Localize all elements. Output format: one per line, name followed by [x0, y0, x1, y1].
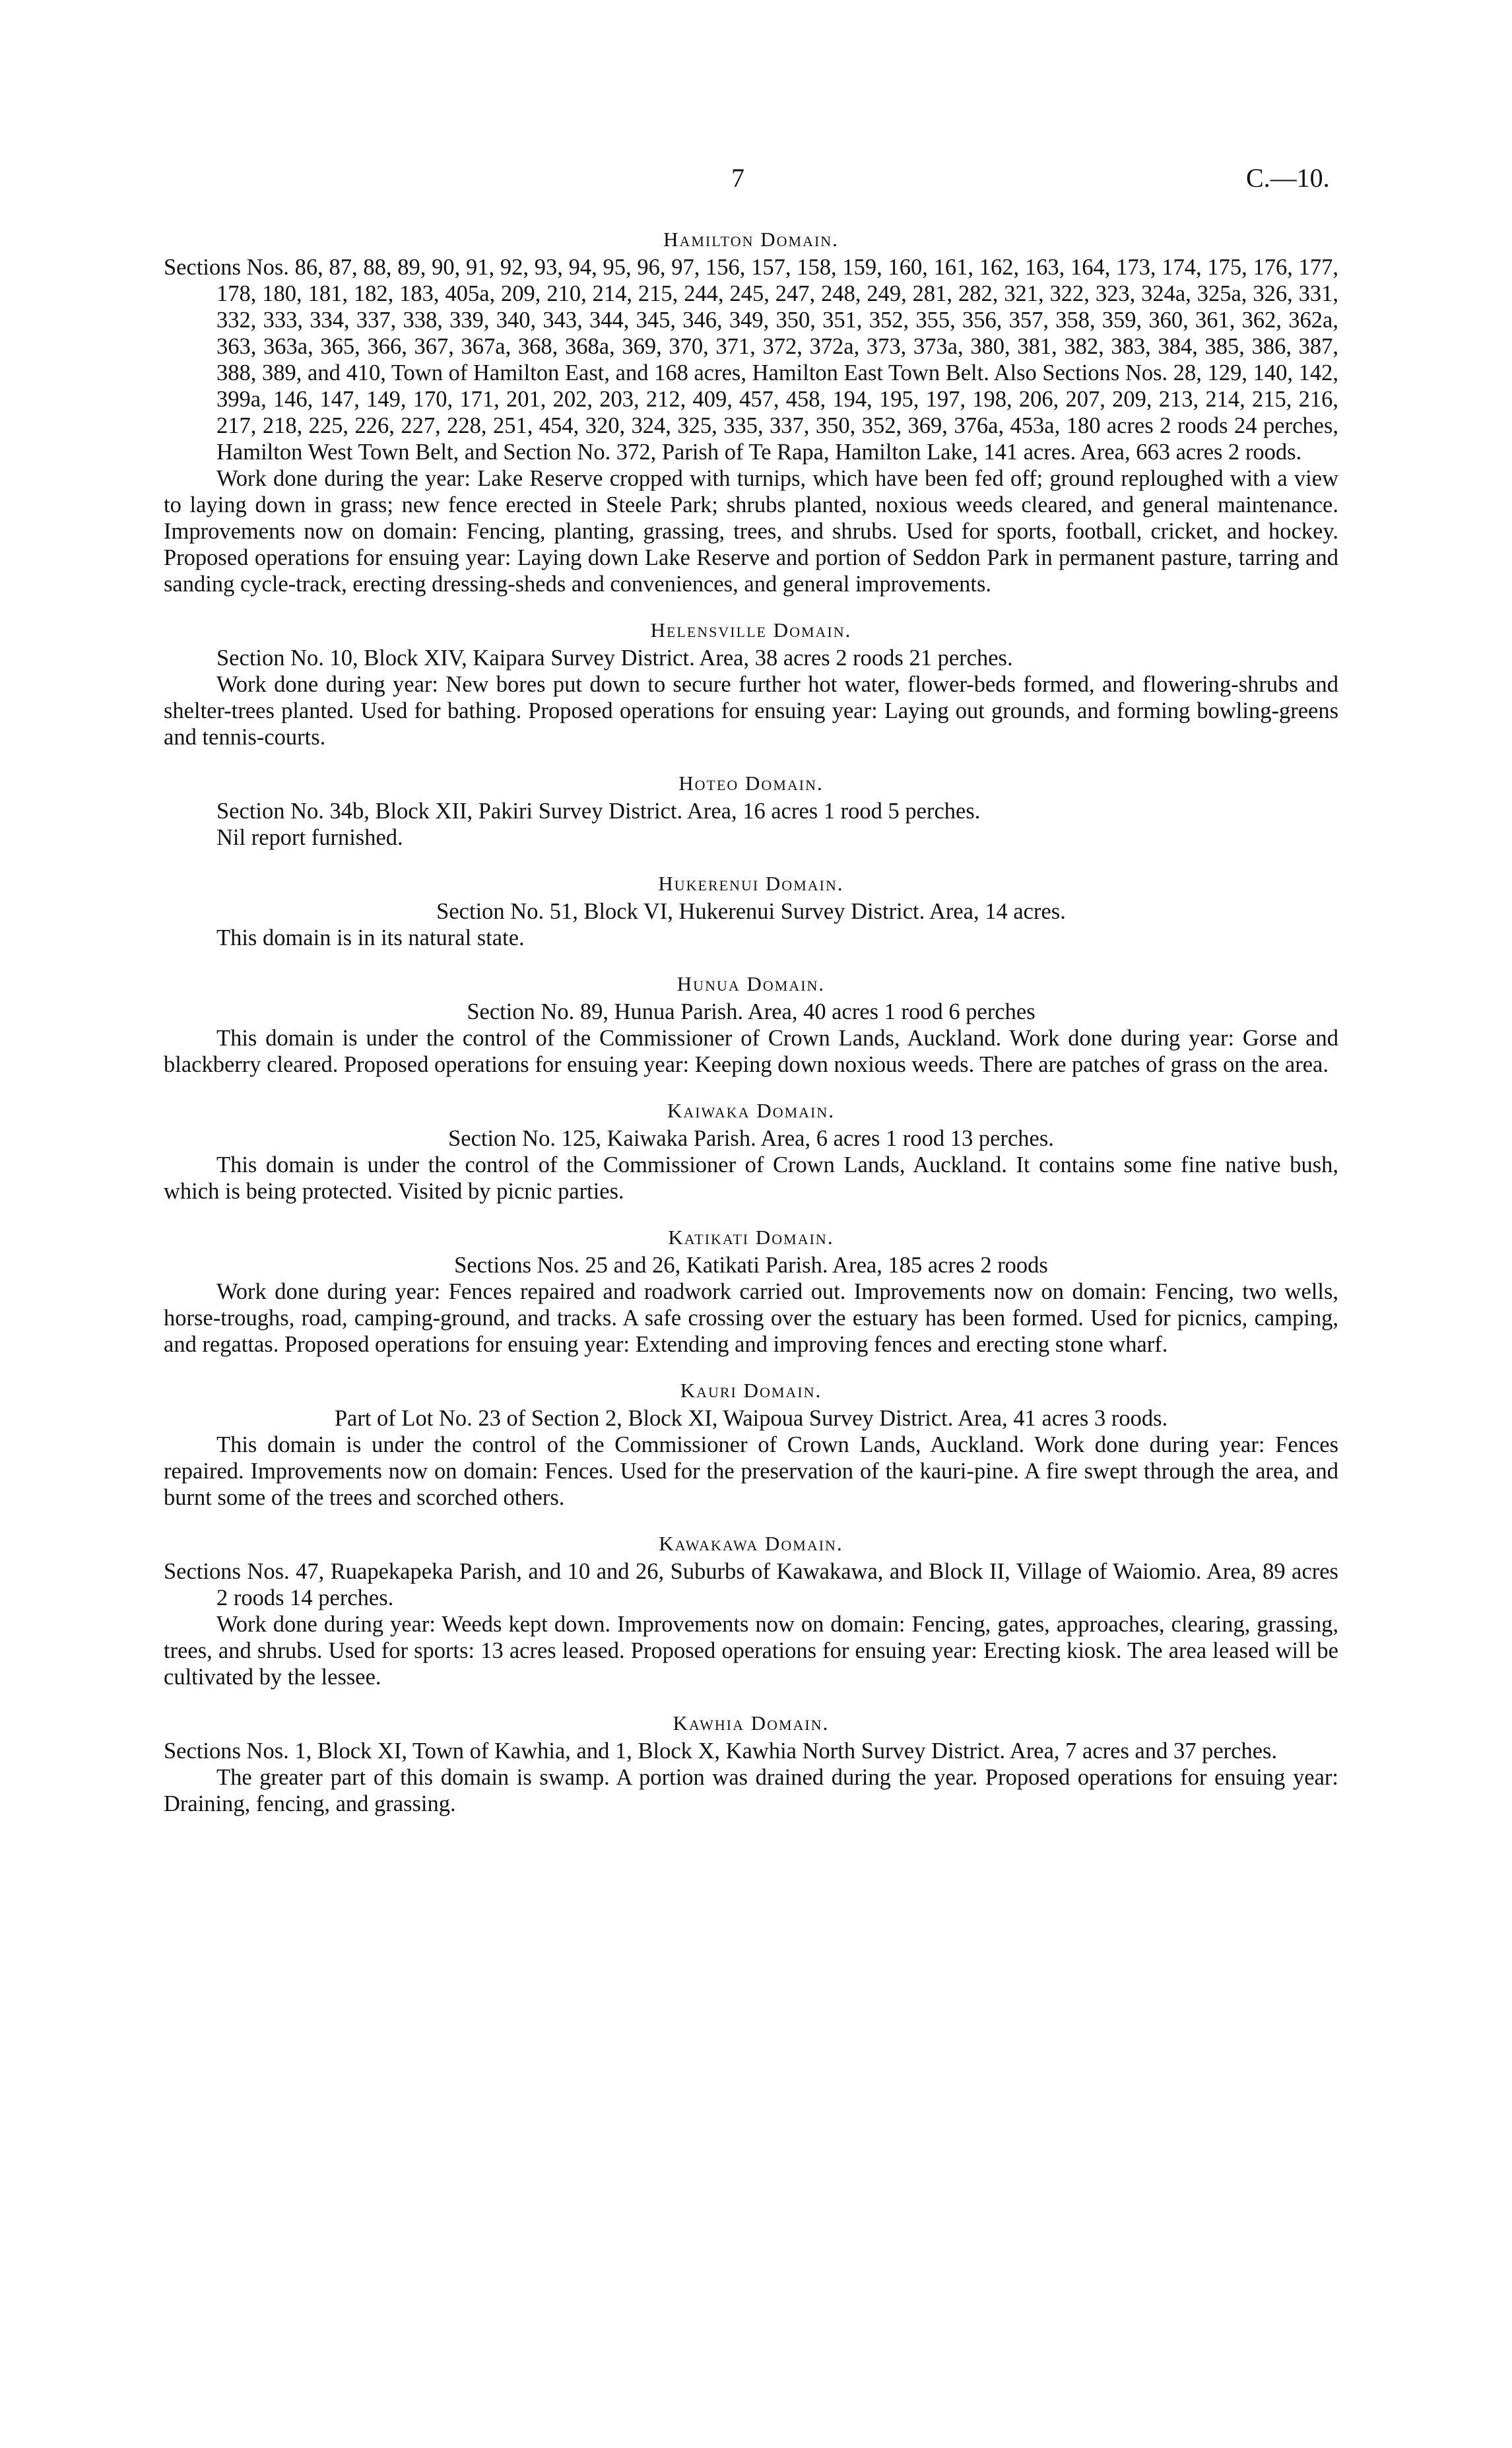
document-body — [164, 226, 1338, 1817]
page-number: 7 — [731, 163, 744, 193]
section-description: Section No. 89, Hunua Parish. Area, 40 acres 1 rood 6 perches — [467, 999, 1035, 1024]
section-heading: Hamilton Domain. — [663, 228, 839, 251]
document-code: C.—10. — [1246, 163, 1330, 193]
section-description: Section No. 51, Block VI, Hukerenui Survey District. Area, 14 acres. — [436, 899, 1066, 924]
section-kawhia-domain — [164, 1710, 1338, 1817]
section-body: This domain is under the control of the Commissioner of Crown Lands, Auckland. It contains some fine native bush, which is being protected. Visited by picnic parties. — [164, 1152, 1338, 1204]
section-heading: Helensville Domain. — [650, 618, 852, 642]
section-body: This domain is under the control of the Commissioner of Crown Lands, Auckland. Work done during year: Fences repaired. Improvements now on domain: Fences. Used for the preservation of the kauri-pine. A fire swept through the area, and burnt some of the trees and scorched others. — [164, 1432, 1338, 1510]
section-description: Section No. 10, Block XIV, Kaipara Survey District. Area, 38 acres 2 roods 21 perches. — [216, 645, 1013, 671]
section-kaiwaka-domain — [164, 1098, 1338, 1205]
section-body: Work done during year: New bores put down to secure further hot water, flower-beds formed, and flowering-shrubs and shelter-trees planted. Used for bathing. Proposed operations for ensuing year: Laying out grounds, and forming bowling-greens and tennis-courts. — [164, 672, 1338, 750]
section-description: Sections Nos. 25 and 26, Katikati Parish. Area, 185 acres 2 roods — [454, 1253, 1048, 1278]
section-heading: Kauri Domain. — [680, 1379, 822, 1402]
section-heading: Kawakawa Domain. — [659, 1532, 843, 1555]
section-heading: Kawhia Domain. — [673, 1711, 830, 1735]
section-hoteo-domain — [164, 770, 1338, 851]
section-body: This domain is in its natural state. — [216, 925, 525, 950]
section-heading: Hunua Domain. — [676, 972, 826, 995]
section-body: The greater part of this domain is swamp. A portion was drained during the year. Proposed operations for ensuing year: Draining, fencing, and grassing. — [164, 1765, 1338, 1816]
section-hamilton-domain — [164, 226, 1338, 597]
section-heading: Hukerenui Domain. — [658, 872, 844, 895]
section-hunua-domain — [164, 971, 1338, 1078]
section-heading: Kaiwaka Domain. — [667, 1099, 836, 1122]
section-heading: Katikati Domain. — [668, 1226, 834, 1249]
section-hukerenui-domain — [164, 871, 1338, 951]
section-helensville-domain — [164, 617, 1338, 750]
section-description: Sections Nos. 1, Block XI, Town of Kawhia, and 1, Block X, Kawhia North Survey District. Area, 7 acres and 37 perches. — [164, 1738, 1278, 1764]
section-body: Nil report furnished. — [216, 825, 403, 850]
section-body: Work done during year: Fences repaired and roadwork carried out. Improvements now on domain: Fencing, two wells, horse-troughs, road, camping-ground, and tracks. A safe crossing over the estuary has been formed. Used for picnics, camping, and regattas. Proposed operations for ensuing year: Extending and improving fences and erecting stone wharf. — [164, 1279, 1338, 1357]
section-heading: Hoteo Domain. — [678, 772, 824, 795]
section-body: This domain is under the control of the Commissioner of Crown Lands, Auckland. Work done during year: Gorse and blackberry cleared. Proposed operations for ensuing year: Keeping down noxious weeds. There are patches of grass on the area. — [164, 1026, 1338, 1077]
section-description: Sections Nos. 47, Ruapekapeka Parish, and 10 and 26, Suburbs of Kawakawa, and Block II, Village of Waiomio. Area, 89 acres 2 roods 14 perches. — [164, 1559, 1338, 1610]
section-body: Work done during the year: Lake Reserve cropped with turnips, which have been fed off; ground reploughed with a view to laying down in grass; new fence erected in Steele Park; shrubs planted, noxious weeds cleared, and general maintenance. Improvements now on domain: Fencing, planting, grassing, trees, and shrubs. Used for sports, football, cricket, and hockey. Proposed operations for ensuing year: Laying down Lake Reserve and portion of Seddon Park in permanent pasture, tarring and sanding cycle-track, erecting dressing-sheds and conveniences, and general improvements. — [164, 466, 1338, 597]
section-description: Sections Nos. 86, 87, 88, 89, 90, 91, 92, 93, 94, 95, 96, 97, 156, 157, 158, 159, 160, 161, 162, 163, 164, 173, 174, 175, 176, 177, 178, 180, 181, 182, 183, 405a, 209, 210, 214, 215, 244, 245, 247, 248, 249, 281, 282, 321, 322, 323, 324a, 325a, 326, 331, 332, 333, 334, 337, 338, 339, 340, 343, 344, 345, 346, 349, 350, 351, 352, 355, 356, 357, 358, 359, 360, 361, 362, 362a, 363, 363a, 365, 366, 367, 367a, 368, 368a, 369, 370, 371, 372, 372a, 373, 373a, 380, 381, 382, 383, 384, 385, 386, 387, 388, 389, and 410, Town of Hamilton East, and 168 acres, Hamilton East Town Belt. Also Sections Nos. 28, 129, 140, 142, 399a, 146, 147, 149, 170, 171, 201, 202, 203, 212, 409, 457, 458, 194, 195, 197, 198, 206, 207, 209, 213, 214, 215, 216, 217, 218, 225, 226, 227, 228, 251, 454, 320, 324, 325, 335, 337, 350, 352, 369, 376a, 453a, 180 acres 2 roods 24 perches, Hamilton West Town Belt, and Section No. 372, Parish of Te Rapa, Hamilton Lake, 141 acres. Area, 663 acres 2 roods. — [164, 255, 1338, 465]
section-kawakawa-domain — [164, 1531, 1338, 1690]
section-description: Section No. 34b, Block XII, Pakiri Survey District. Area, 16 acres 1 rood 5 perches. — [216, 799, 981, 824]
section-katikati-domain — [164, 1224, 1338, 1358]
section-description: Section No. 125, Kaiwaka Parish. Area, 6 acres 1 rood 13 perches. — [448, 1126, 1054, 1151]
section-kauri-domain — [164, 1377, 1338, 1511]
section-body: Work done during year: Weeds kept down. Improvements now on domain: Fencing, gates, approaches, clearing, grassing, trees, and shrubs. Used for sports: 13 acres leased. Proposed operations for ensuing year: Erecting kiosk. The area leased will be cultivated by the lessee. — [164, 1612, 1338, 1690]
section-description: Part of Lot No. 23 of Section 2, Block XI, Waipoua Survey District. Area, 41 acres 3 roods. — [334, 1406, 1168, 1431]
